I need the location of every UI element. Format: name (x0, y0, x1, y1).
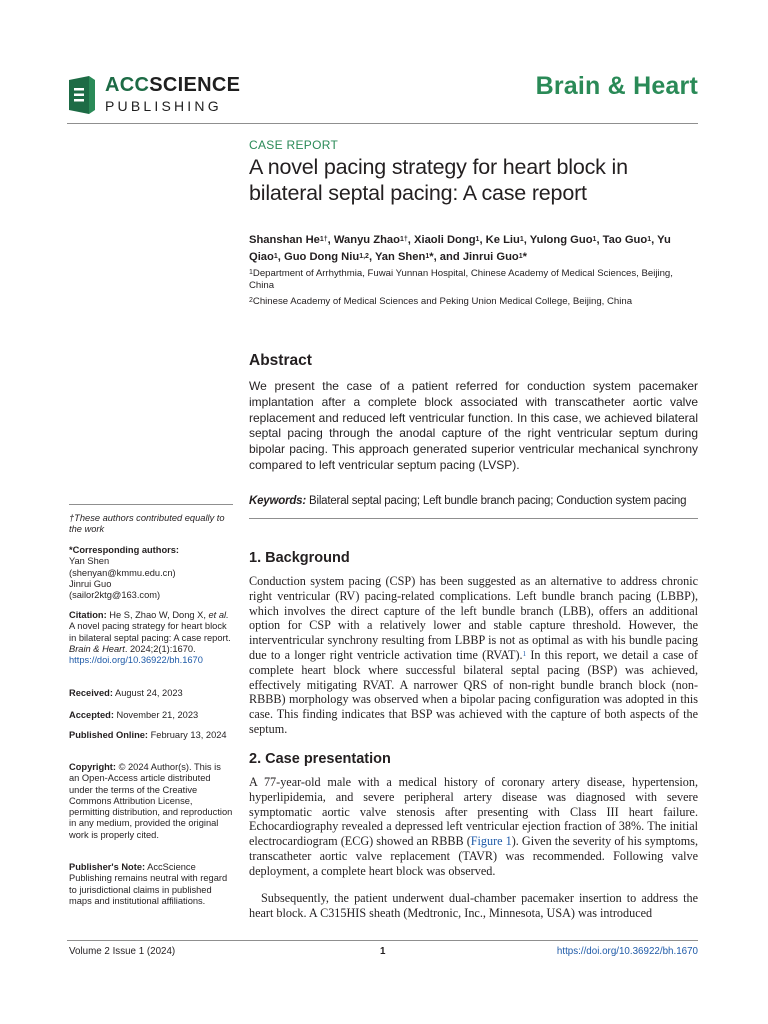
affiliation-1 (249, 268, 698, 292)
publisher-name-rest: SCIENCE (149, 74, 241, 96)
case-text-a: A 77-year-old male with a medical history of coronary artery disease, hypertension, hyperlipidemia, and severe peripheral artery disease was diagnosed with severe symptomatic aortic valve stenosis after presenting with Class III heart failure. Echocardiography revealed a depressed left ventricular ejection fraction of 38%. The initial electrocardiogram (ECG) showed an RBBB ( (249, 775, 698, 849)
author-name: Xiaoli Dong (414, 234, 476, 246)
footer-volume: Volume 2 Issue 1 (2024) (69, 946, 176, 957)
journal-title: Brain & Heart (535, 72, 698, 100)
publisher-wordmark (105, 75, 240, 115)
affiliation-2-marker: 2 (249, 297, 253, 304)
citation-label: Citation: (69, 610, 107, 620)
keywords (249, 494, 698, 508)
accepted-label: Accepted: (69, 710, 114, 720)
copyright-notice (69, 762, 233, 841)
author-list (249, 232, 698, 266)
affiliation-1-text: Department of Arrhythmia, Fuwai Yunnan Hospital, Chinese Academy of Medical Sciences, Beijing, China (249, 268, 673, 291)
publisher-note-text: AccScience Publishing remains neutral with regard to jurisdictional claims in published maps and institutional affiliations. (69, 862, 228, 906)
author-separator: , (479, 234, 486, 246)
corresponding-email-2[interactable]: (sailor2ktg@163.com) (69, 590, 161, 601)
author-affiliation-marker: 1 (425, 253, 430, 260)
section-case-paragraph-1 (249, 775, 698, 879)
keywords-divider (249, 518, 698, 519)
author-affiliation-marker: 1 (273, 253, 278, 260)
footer-doi-link[interactable]: https://doi.org/10.36922/bh.1670 (556, 946, 698, 957)
citation-block (69, 610, 233, 666)
author-affiliation-marker: 1 (519, 236, 524, 243)
citation-doi-link[interactable]: https://doi.org/10.36922/bh.1670 (69, 655, 203, 666)
corresponding-name-2: Jinrui Guo (69, 578, 112, 589)
publisher-logo (67, 74, 240, 116)
citation-etal: et al. (208, 610, 229, 620)
article-title: A novel pacing strategy for heart block in bilateral septal pacing: A case report (249, 155, 628, 205)
author-affiliation-marker: 1,2 (359, 253, 369, 260)
author-name: Guo Dong Niu (284, 251, 360, 263)
accscience-logo-icon (67, 74, 97, 116)
corresponding-email-1[interactable]: (shenyan@kmmu.edu.cn) (69, 567, 176, 578)
section-background-heading: 1. Background (249, 550, 350, 566)
author-separator: , (277, 251, 284, 263)
author-affiliation-marker: 1† (399, 236, 408, 243)
author-name: Yan Shen (374, 251, 426, 263)
author-name: Shanshan He (249, 234, 320, 246)
citation-text-b: A novel pacing strategy for heart block in bilateral septal pacing: A case report. (69, 621, 231, 643)
published-date (69, 730, 233, 741)
section-background-paragraph (249, 574, 698, 737)
equal-contribution-note: †These authors contributed equally to the work (69, 513, 225, 535)
author-name: Yulong Guo (529, 234, 593, 246)
author-separator: , (327, 234, 334, 246)
background-text-continued: In this report, we detail a case of complete heart block where successful bilateral septal pacing (BSP) was achieved, effectively mitigating RVAT. A narrower QRS of non-right bundle branch block (non-RBBB) morphology was observed when a bipolar pacing configuration was adopted in this case. This finding indicates that BSP was achieved with the capture of both aspects of the septum. (249, 647, 698, 736)
corresponding-authors (69, 545, 233, 601)
author-name: Jinrui Guo (462, 251, 519, 263)
author-separator: , (523, 234, 530, 246)
figure-1-link[interactable]: Figure 1 (470, 834, 512, 849)
affiliation-2 (249, 296, 698, 308)
author-affiliation-marker: 1† (319, 236, 328, 243)
accepted-date (69, 710, 233, 721)
author-separator: * (522, 251, 528, 263)
abstract-text: We present the case of a patient referred for conduction system pacemaker implantation after a complete block associated with transcatheter aortic valve replacement and reduced left ventricular function. In this case, we achieved bilateral septal pacing through the anodal capture of the right ventricular septum during bipolar pacing. This approach generated superior ventricular mechanical synchrony compared to left ventricular septum pacing (LVSP). (249, 379, 698, 472)
keywords-label: Keywords: (249, 495, 306, 507)
footer-divider (67, 940, 698, 941)
page-number: 1 (380, 946, 386, 957)
author-separator: , (407, 234, 414, 246)
sidebar-divider (69, 504, 233, 505)
corresponding-name-1: Yan Shen (69, 556, 110, 567)
keywords-text: Bilateral septal pacing; Left bundle branch pacing; Conduction system pacing (306, 495, 687, 507)
citation-text-a: He S, Zhao W, Dong X, (106, 610, 209, 620)
received-date (69, 688, 233, 699)
section-case-heading: 2. Case presentation (249, 751, 391, 767)
citation-journal: Brain & Heart (69, 643, 125, 654)
author-separator: , (368, 251, 375, 263)
copyright-text: © 2024 Author(s). This is an Open-Access article distributed under the terms of the Creative Commons Attribution License, permitting distribution, and reproduction in any medium, provided the original work is properly cited. (69, 762, 233, 840)
publisher-note (69, 862, 233, 907)
published-label: Published Online: (69, 730, 149, 740)
received-label: Received: (69, 688, 113, 698)
author-affiliation-marker: 1 (475, 236, 480, 243)
background-text: Conduction system pacing (CSP) has been suggested as an alternative to address chronic right ventricular (RV) pacing-related complications. Left bundle branch pacing (LBBP), which involves the direct capture of the left bundle branch (LBB), offers an additional option for CSP with a relatively lower and stable capture threshold. However, the interventricular synchrony resulting from LBBP is not as optimal as with his bundle pacing due to a longer right ventricle activation time (RVAT). (249, 574, 698, 662)
corresponding-label: *Corresponding authors: (69, 545, 180, 555)
affiliation-1-marker: 1 (249, 269, 253, 276)
author-name: Tao Guo (602, 234, 648, 246)
accepted-value: November 21, 2023 (113, 710, 199, 720)
received-value: August 24, 2023 (112, 688, 183, 698)
header-divider (67, 123, 698, 124)
author-name: Wanyu Zhao (333, 234, 400, 246)
case-text-b: ). Given the severity of his symptoms, transcatheter aortic valve replacement (TAVR) was recommended. Following valve deployment, a complete heart block was observed. (249, 834, 698, 878)
published-value: February 13, 2024 (148, 730, 227, 740)
affiliation-2-text: Chinese Academy of Medical Sciences and Peking Union Medical College, Beijing, China (252, 296, 633, 307)
publisher-name-accent: ACC (105, 74, 150, 96)
author-affiliation-marker: 1 (592, 236, 597, 243)
publisher-note-label: Publisher's Note: (69, 862, 146, 872)
article-type-label: CASE REPORT (249, 138, 339, 152)
author-affiliation-marker: 1 (518, 253, 523, 260)
author-name: Ke Liu (485, 234, 520, 246)
author-separator: *, and (429, 251, 463, 263)
author-separator: , (651, 234, 658, 246)
section-case-paragraph-2: Subsequently, the patient underwent dual-chamber pacemaker insertion to address the heart block. A C315HIS sheath (Medtronic, Inc., Minnesota, USA) was introduced (249, 891, 698, 920)
abstract-heading: Abstract (249, 352, 312, 369)
author-separator: , (596, 234, 603, 246)
reference-1-link[interactable]: 1 (522, 649, 527, 658)
publisher-subtitle: PUBLISHING (105, 98, 222, 114)
copyright-label: Copyright: (69, 762, 116, 772)
author-name: Yu Qiao (249, 234, 671, 263)
author-affiliation-marker: 1 (647, 236, 652, 243)
citation-text-c: . 2024;2(1):1670. (124, 643, 196, 654)
